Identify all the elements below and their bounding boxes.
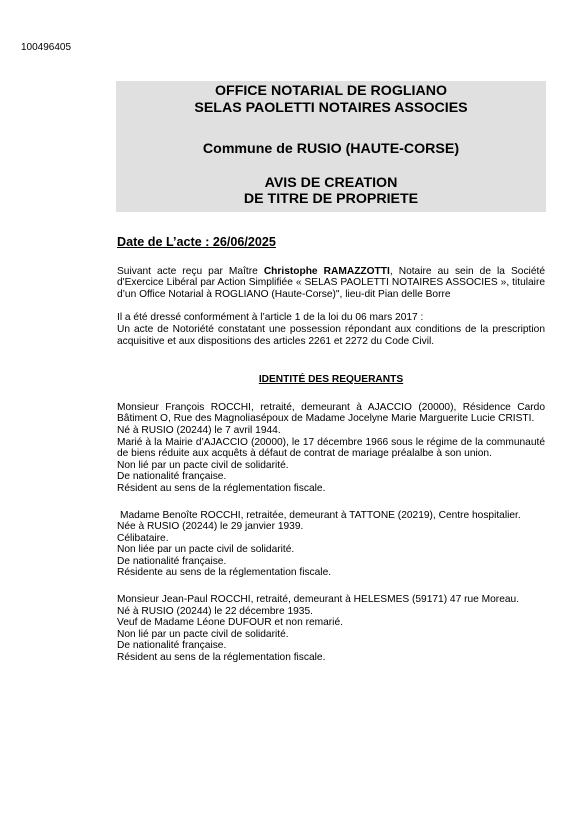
person-birth: Né à RUSIO (20244) le 22 décembre 1935.	[117, 605, 313, 617]
office-company: SELAS PAOLETTI NOTAIRES ASSOCIES	[194, 99, 468, 116]
person-marital-status: Célibataire.	[117, 532, 169, 544]
person-nationality: De nationalité française.	[117, 640, 227, 652]
intro-part1: Suivant acte reçu par Maître	[117, 265, 264, 277]
person-pacs: Non lié par un pacte civil de solidarité.	[117, 459, 289, 471]
act-date: Date de L’acte : 26/06/2025	[117, 235, 276, 249]
person-identity: Madame Benoîte ROCCHI, retraitée, demeurant à TATTONE (20219), Centre hospitalier.	[120, 509, 521, 521]
person-marital-status: Veuf de Madame Léone DUFOUR et non remarié.	[117, 617, 343, 629]
person-nationality: De nationalité française.	[117, 555, 227, 567]
header-box	[116, 81, 546, 212]
header-spacer	[116, 116, 546, 141]
person-residence: Résidente au sens de la réglementation fiscale.	[117, 567, 332, 579]
person-pacs: Non liée par un pacte civil de solidarité.	[117, 544, 295, 556]
person-birth: Né à RUSIO (20244) le 7 avril 1944.	[117, 424, 281, 436]
header-spacer	[116, 158, 546, 175]
person-block	[117, 594, 545, 664]
person-block	[117, 510, 545, 580]
person-residence: Résident au sens de la réglementation fiscale.	[117, 482, 326, 494]
notice-title-line1: AVIS DE CREATION	[264, 174, 398, 191]
person-identity: Monsieur François ROCCHI, retraité, demeurant à AJACCIO (20000), Résidence Cardo Bâtiment O, Rue des Magnoliasépoux de Madame Jocelyne Marie Marguerite Lucie CRISTI.	[117, 401, 545, 425]
person-identity: Monsieur Jean-Paul ROCCHI, retraité, demeurant à HELESMES (59171) 47 rue Moreau.	[117, 594, 520, 606]
person-residence: Résident au sens de la réglementation fiscale.	[117, 652, 326, 664]
person-nationality: De nationalité française.	[117, 471, 227, 483]
notary-name: Christophe RAMAZZOTTI	[263, 265, 390, 277]
intro-paragraph	[117, 266, 545, 301]
commune-title: Commune de RUSIO (HAUTE-CORSE)	[202, 141, 460, 157]
intro-part2: , Notaire au sein de la Société d'Exercice Libéral par Action Simplifiée « SELAS PAOLETTI NOTAIRES ASSOCIES », titulaire d’un Office Notarial à ROGLIANO (Haute-Corse)", lieu-dit Pian delle Borre	[117, 265, 545, 300]
person-birth: Née à RUSIO (20244) le 29 janvier 1939.	[117, 521, 304, 533]
legal-basis: Il a été dressé conformément à l’article 1 de la loi du 06 mars 2017 :	[117, 312, 424, 324]
person-marital-status: Marié à la Mairie d’AJACCIO (20000), le 17 décembre 1966 sous le régime de la communauté de biens réduite aux acquêts à défaut de contrat de mariage préalalbe à son union.	[117, 436, 545, 460]
document-reference-number: 100496405	[21, 42, 72, 53]
document-body	[117, 237, 545, 664]
notice-title-line2: DE TITRE DE PROPRIETE	[243, 191, 419, 207]
office-name: OFFICE NOTARIAL DE ROGLIANO	[215, 83, 447, 99]
section-title: IDENTITÉ DES REQUERANTS	[258, 374, 404, 386]
notoriety-description: Un acte de Notoriété constatant une possession répondant aux conditions de la prescription acquisitive et aux dispositions des articles 2261 et 2272 du Code Civil.	[117, 323, 545, 347]
person-pacs: Non lié par un pacte civil de solidarité.	[117, 628, 289, 640]
person-block	[117, 402, 545, 495]
